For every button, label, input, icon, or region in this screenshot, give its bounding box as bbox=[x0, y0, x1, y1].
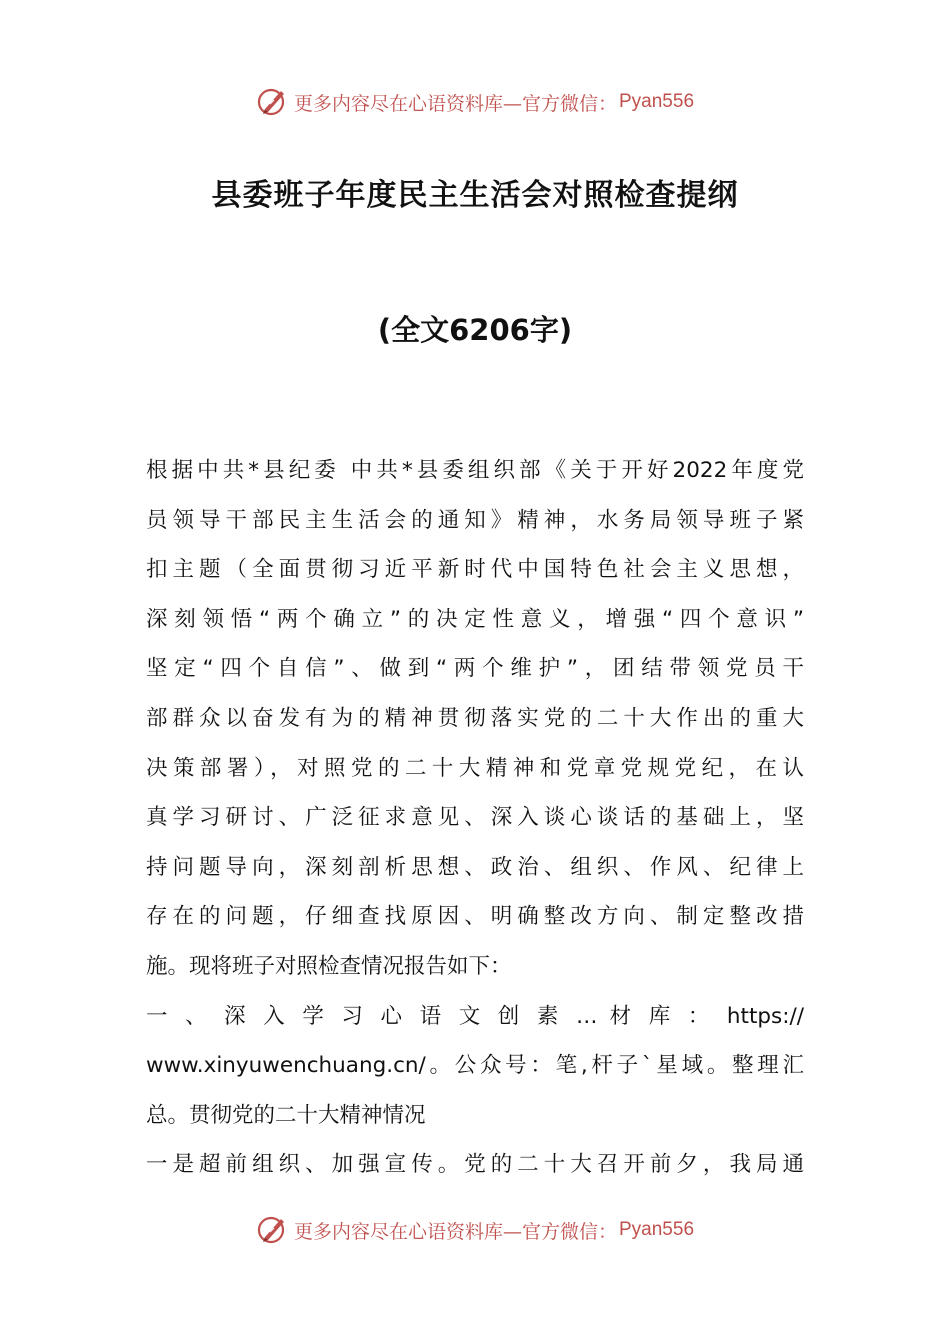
body-line: 真学习研讨、广泛征求意见、深入谈心谈话的基础上，坚 bbox=[146, 805, 804, 831]
body-line: 员领导干部民主生活会的通知》精神，水务局领导班子紧 bbox=[146, 507, 804, 533]
body-line: 一是超前组织、加强宣传。党的二十大召开前夕，我局通 bbox=[146, 1152, 804, 1178]
body-line: 扣主题（全面贯彻习近平新时代中国特色社会主义思想， bbox=[146, 557, 804, 583]
body-line: 部群众以奋发有为的精神贯彻落实党的二十大作出的重大 bbox=[146, 705, 804, 731]
watermark-wechat-id: Pyan556 bbox=[619, 1219, 695, 1240]
document-title: 县委班子年度民主生活会对照检查提纲 bbox=[211, 178, 739, 213]
header-watermark bbox=[0, 82, 950, 122]
body-line: 施。现将班子对照检查情况报告如下： bbox=[146, 953, 512, 979]
watermark-text: 更多内容尽在心语资料库—官方微信： bbox=[293, 1220, 617, 1243]
body-line: www.xinyuwenchuang.cn/。公众号：笔,杆子`星域。整理汇 bbox=[146, 1053, 804, 1079]
body-line: 深刻领悟“两个确立”的决定性意义，增强“四个意识” bbox=[146, 606, 804, 632]
body-line: 存在的问题，仔细查找原因、明确整改方向、制定整改措 bbox=[146, 904, 804, 930]
document-subtitle: (全文6206字) bbox=[377, 313, 573, 347]
pen-circle-logo-icon bbox=[256, 1213, 290, 1247]
footer-watermark bbox=[0, 1210, 950, 1250]
body-line: 决策部署），对照党的二十大精神和党章党规党纪，在认 bbox=[146, 755, 804, 781]
body-line: 坚定“四个自信”、做到“两个维护”，团结带领党员干 bbox=[146, 656, 804, 682]
body-line: 持问题导向，深刻剖析思想、政治、组织、作风、纪律上 bbox=[146, 854, 804, 880]
body-line: 总。贯彻党的二十大精神情况 bbox=[146, 1102, 426, 1128]
body-line: 根据中共*县纪委 中共*县委组织部《关于开好2022年度党 bbox=[146, 458, 804, 483]
watermark-text: 更多内容尽在心语资料库—官方微信： bbox=[293, 92, 617, 115]
watermark-wechat-id: Pyan556 bbox=[619, 91, 695, 112]
pen-circle-logo-icon bbox=[256, 85, 290, 119]
section-heading-line: 一 、 深 入 学 习 心 语 文 创 素 … 材 库 ： https:// bbox=[146, 1003, 804, 1029]
document-body bbox=[146, 446, 804, 1190]
